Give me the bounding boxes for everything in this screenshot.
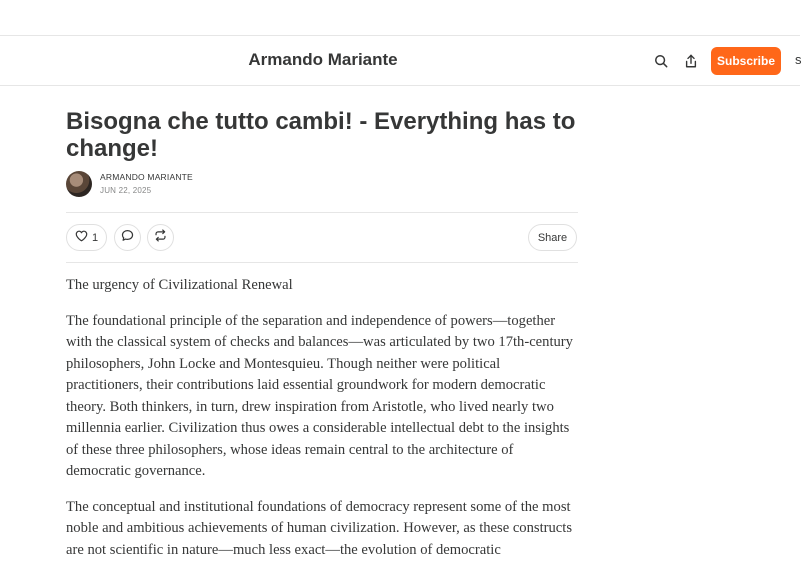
comment-button[interactable] (114, 224, 141, 251)
paragraph: The conceptual and institutional foundations of democracy represent some of the most noble and ambitious achievements of human civilization. However, as these constructs are not scientific in nature—much less exact—the evolution of democratic (66, 498, 572, 558)
like-button[interactable] (66, 224, 107, 251)
author-avatar[interactable] (66, 171, 92, 197)
subscribe-button[interactable]: Subscribe (711, 47, 781, 75)
share-label: Share (537, 231, 568, 244)
paragraph: The urgency of Civilizational Renewal (66, 277, 293, 293)
paragraph: The foundational principle of the separation and independence of powers—together with the classical system of checks and balances—was articulated by two 17th-century philosophers, John Locke and Montesquieu. Though neither were political practitioners, their contributions laid essential groundwork for modern democratic theory. Both thinkers, in turn, drew inspiration from Aristotle, who lived nearly two millennia earlier. Civilization thus owes a considerable intellectual debt to the insights of these three philosophers, whose ideas remain central to the architecture of democratic governance. (66, 312, 573, 479)
browser-top-strip (0, 0, 800, 36)
publication-navbar (0, 36, 800, 86)
post-date: JUN 22, 2025 (100, 186, 152, 195)
divider (66, 262, 578, 263)
sign-in-link-partial[interactable]: s (795, 52, 802, 67)
share-button[interactable] (528, 224, 577, 251)
comment-icon (121, 229, 134, 247)
like-count: 1 (91, 231, 99, 244)
search-button[interactable] (650, 50, 672, 72)
heart-icon (75, 229, 88, 247)
restack-button[interactable] (147, 224, 174, 251)
search-icon (654, 54, 668, 68)
share-publication-button[interactable] (680, 50, 702, 72)
byline (66, 171, 578, 199)
post-actions-bar (66, 213, 578, 262)
restack-icon (154, 229, 167, 247)
post-article (66, 86, 578, 575)
post-title: Bisogna che tutto cambi! - Everything has to change! (66, 108, 576, 162)
post-body (66, 275, 578, 561)
publication-name[interactable]: Armando Mariante (248, 50, 398, 69)
author-name[interactable]: ARMANDO MARIANTE (100, 172, 193, 182)
share-up-icon (684, 54, 698, 69)
